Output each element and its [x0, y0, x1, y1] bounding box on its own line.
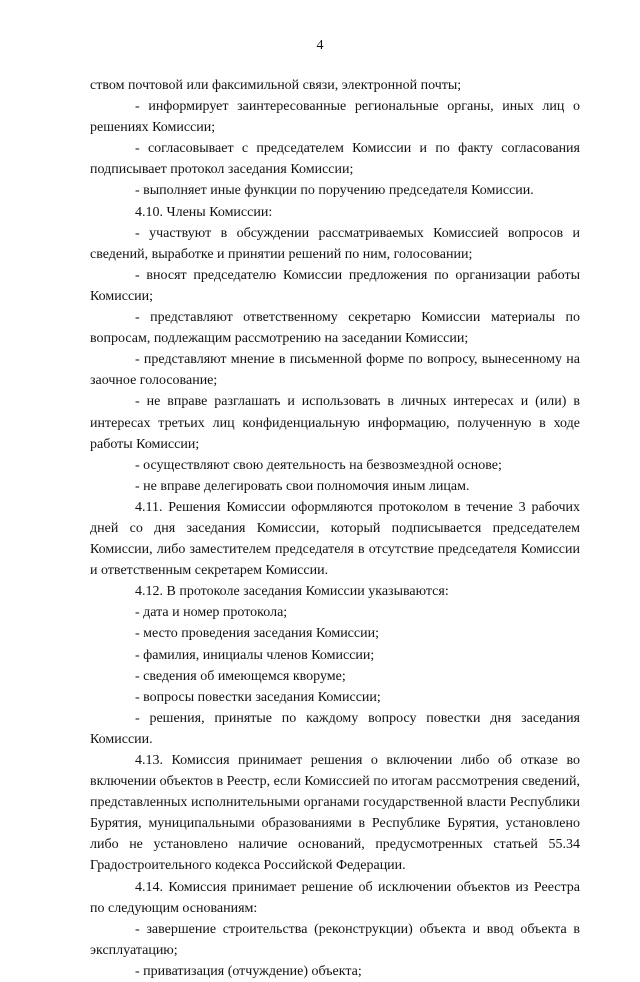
- paragraph: - приватизация (отчуждение) объекта;: [135, 963, 362, 979]
- paragraph: 4.11. Решения Комиссии оформляются протоколом в течение 3 рабочих дней со дня заседания Комиссии, который подписывается председателем Комиссии, либо заместителем председателя в отсутствие председателя Комиссии и ответственным секретарем Комиссии.: [90, 499, 580, 579]
- paragraph: ством почтовой или факсимильной связи, электронной почты;: [90, 78, 462, 93]
- paragraph: - место проведения заседания Комиссии;: [135, 626, 379, 642]
- paragraph: - решения, принятые по каждому вопросу повестки дня заседания Комиссии.: [90, 710, 580, 747]
- paragraph: - завершение строительства (реконструкции) объекта и ввод объекта в эксплуатацию;: [90, 921, 580, 958]
- paragraph: - представляют ответственному секретарю Комиссии материалы по вопросам, подлежащим рассмотрению на заседании Комиссии;: [90, 310, 580, 347]
- page-number: 4: [316, 38, 324, 53]
- paragraph: - не вправе делегировать свои полномочия иным лицам.: [135, 478, 470, 494]
- paragraph: 4.12. В протоколе заседания Комиссии указываются:: [135, 584, 449, 600]
- paragraph: - участвуют в обсуждении рассматриваемых Комиссией вопросов и сведений, выработке и принятии решений по ним, голосовании;: [90, 225, 580, 262]
- paragraph: - вопросы повестки заседания Комиссии;: [135, 689, 381, 705]
- paragraph: - представляют мнение в письменной форме по вопросу, вынесенному на заочное голосование;: [90, 352, 580, 389]
- paragraph: - фамилия, инициалы членов Комиссии;: [135, 647, 375, 663]
- paragraph: - согласовывает с председателем Комиссии и по факту согласования подписывает протокол заседания Комиссии;: [90, 141, 580, 178]
- paragraph: 4.10. Члены Комиссии:: [135, 204, 273, 220]
- paragraph: - сведения об имеющемся кворуме;: [135, 668, 346, 684]
- document-body: [90, 75, 580, 982]
- paragraph: - вносят председателю Комиссии предложения по организации работы Комиссии;: [90, 267, 580, 304]
- paragraph: - осуществляют свою деятельность на безвозмездной основе;: [135, 457, 502, 473]
- paragraph: - выполняет иные функции по поручению председателя Комиссии.: [135, 183, 534, 199]
- paragraph: 4.13. Комиссия принимает решения о включении либо об отказе во включении объектов в Реестр, если Комиссией по итогам рассмотрения сведений, представленных исполнительными органами государственной власти Республики Бурятия, муниципальными образованиями в Республике Бурятия, установлено либо не установлено наличие оснований, предусмотренных статьей 55.34 Градостроительного кодекса Российской Федерации.: [90, 753, 580, 874]
- paragraph: - не вправе разглашать и использовать в личных интересах и (или) в интересах третьих лиц конфиденциальную информацию, полученную в ходе работы Комиссии;: [90, 394, 580, 452]
- paragraph: - дата и номер протокола;: [135, 605, 288, 621]
- paragraph: - информирует заинтересованные региональные органы, иных лиц о решениях Комиссии;: [90, 99, 580, 136]
- paragraph: 4.14. Комиссия принимает решение об исключении объектов из Реестра по следующим основаниям:: [90, 879, 580, 916]
